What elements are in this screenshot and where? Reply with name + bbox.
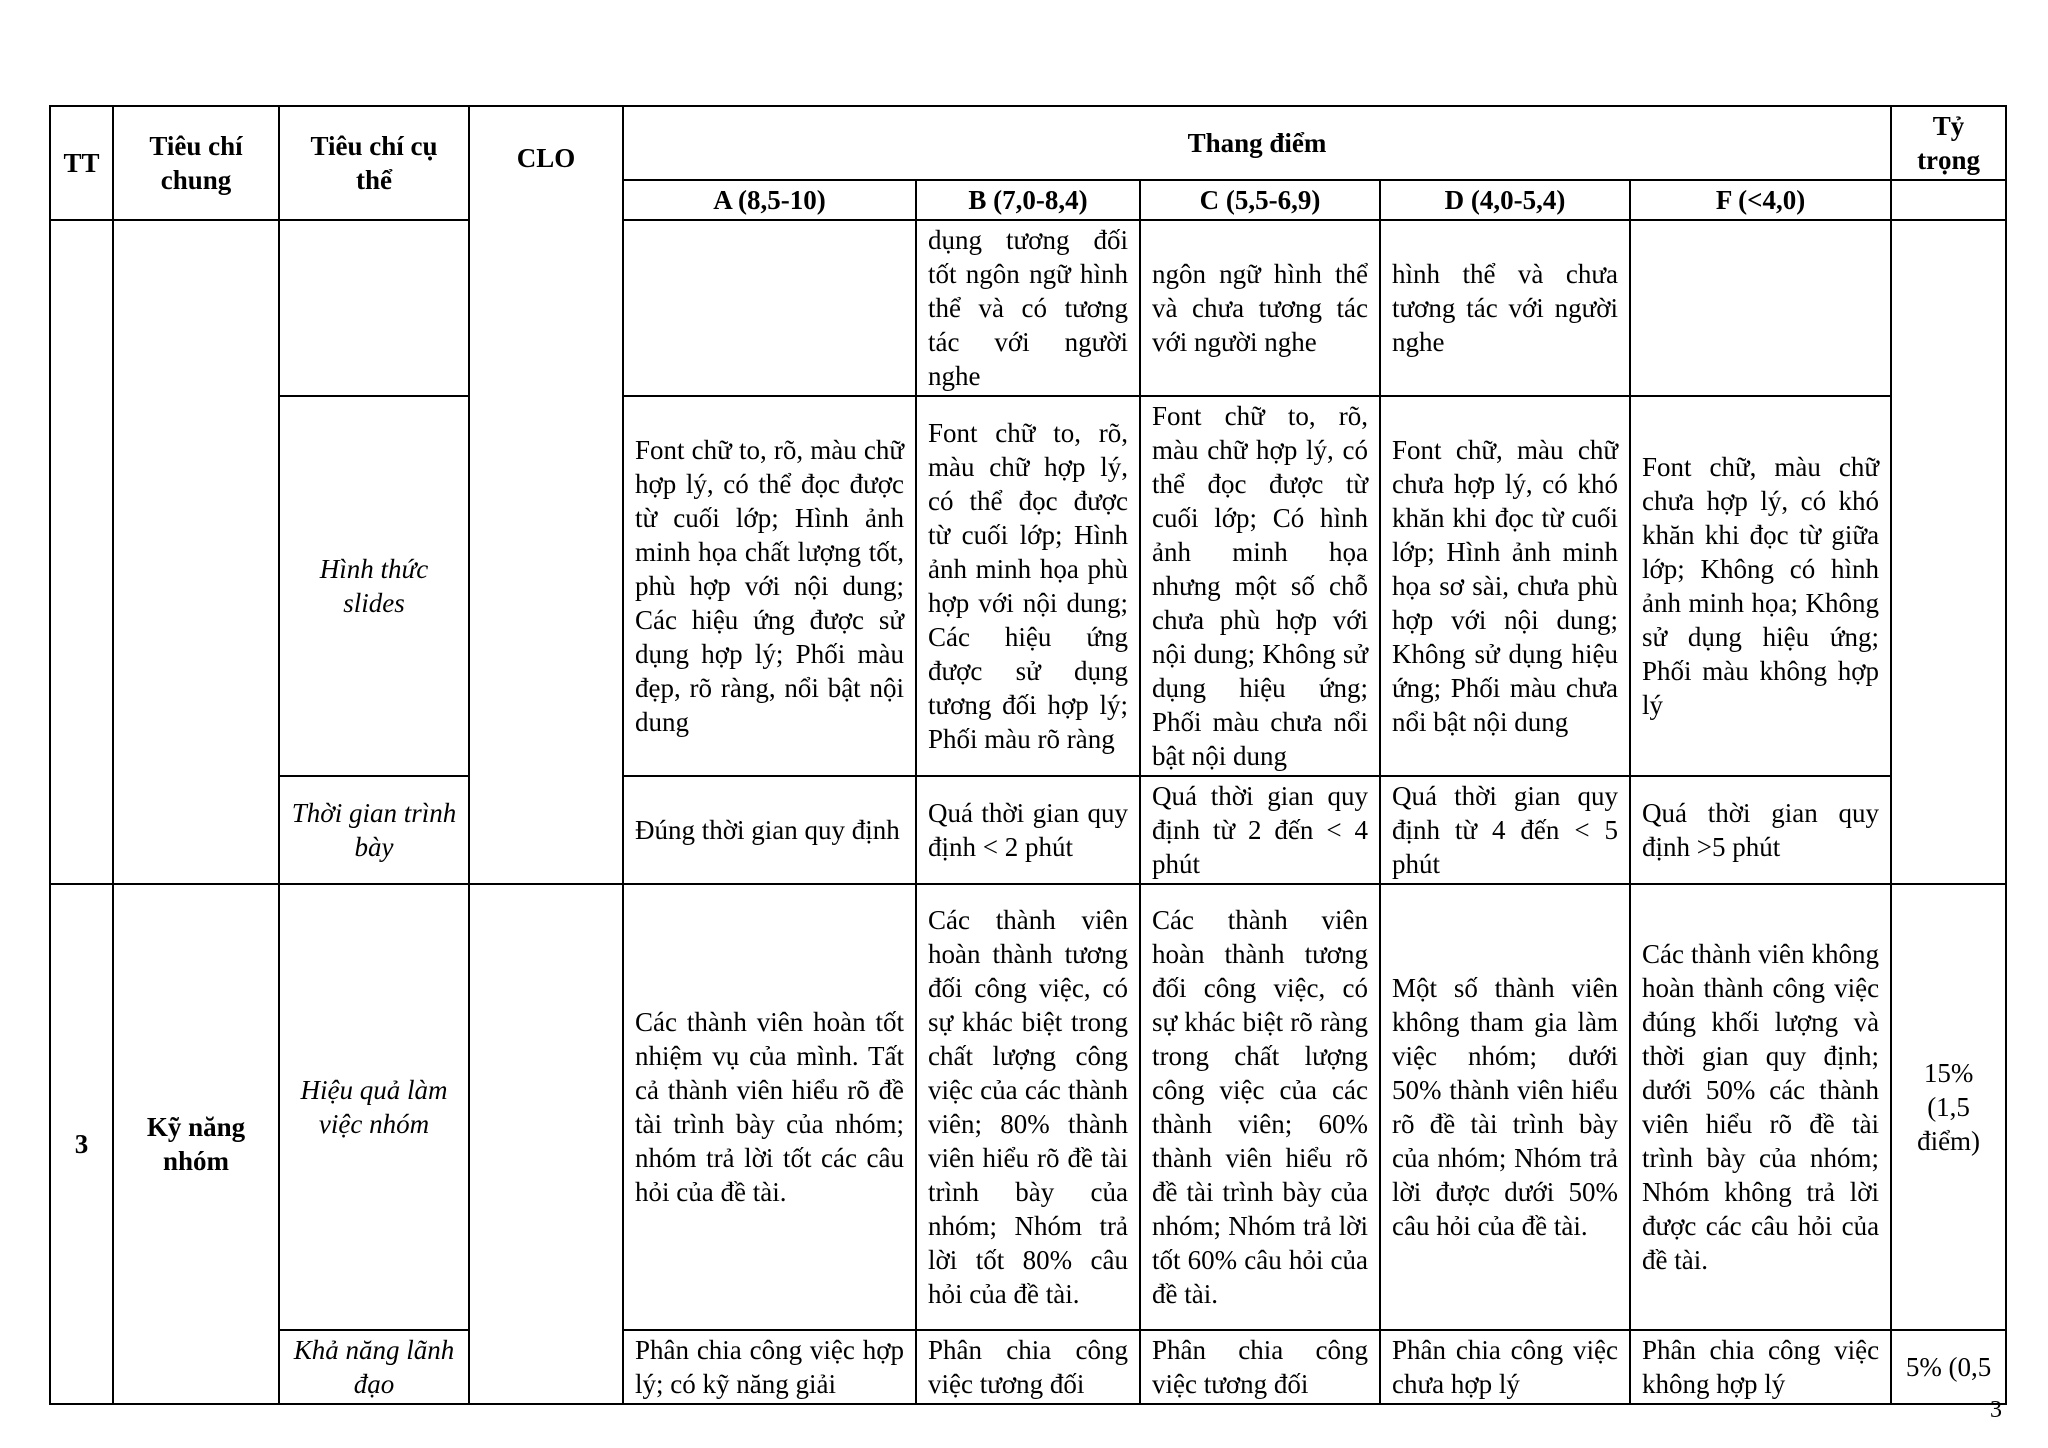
grade-b-cell: Font chữ to, rõ, màu chữ hợp lý, có thể đọc được từ cuối lớp; Hình ảnh minh họa phù hợp với nội dung; Các hiệu ứng được sử dụng tương đối hợp lý; Phối màu rõ ràng bbox=[916, 396, 1140, 776]
specific-criteria-leadership: Khả năng lãnh đạo bbox=[279, 1330, 469, 1404]
grade-c-cell: Quá thời gian quy định từ 2 đến < 4 phút bbox=[1140, 776, 1380, 884]
header-general-criteria: Tiêu chí chung bbox=[113, 106, 279, 220]
grade-a-cell bbox=[623, 220, 916, 396]
specific-criteria-slides: Hình thức slides bbox=[279, 396, 469, 776]
grade-b-cell: Phân chia công việc tương đối bbox=[916, 1330, 1140, 1404]
table-row bbox=[50, 1330, 2006, 1404]
general-criteria-empty bbox=[113, 220, 279, 884]
header-clo: CLO bbox=[469, 106, 623, 884]
grade-c-cell: Font chữ to, rõ, màu chữ hợp lý, có thể đọc được từ cuối lớp; Có hình ảnh minh họa nhưng một số chỗ chưa phù hợp với nội dung; Không sử dụng hiệu ứng; Phối màu chưa nổi bật nội dung bbox=[1140, 396, 1380, 776]
row-number: 3 bbox=[50, 884, 113, 1404]
tt-cell-empty bbox=[50, 220, 113, 884]
specific-criteria-time: Thời gian trình bày bbox=[279, 776, 469, 884]
table-row bbox=[50, 220, 2006, 396]
grade-d-cell: Một số thành viên không tham gia làm việc nhóm; dưới 50% thành viên hiểu rõ đề tài trình bày của nhóm; Nhóm trả lời được dưới 50% câu hỏi của đề tài. bbox=[1380, 884, 1630, 1330]
grade-b-cell: dụng tương đối tốt ngôn ngữ hình thể và có tương tác với người nghe bbox=[916, 220, 1140, 396]
table-row bbox=[50, 884, 2006, 1330]
grade-a-cell: Phân chia công việc hợp lý; có kỹ năng giải bbox=[623, 1330, 916, 1404]
grade-a-header: A (8,5-10) bbox=[623, 180, 916, 220]
specific-criteria-team-efficiency: Hiệu quả làm việc nhóm bbox=[279, 884, 469, 1330]
weight-cell: 5% (0,5 bbox=[1891, 1330, 2006, 1404]
grade-b-header: B (7,0-8,4) bbox=[916, 180, 1140, 220]
grade-c-header: C (5,5-6,9) bbox=[1140, 180, 1380, 220]
page-number: 3 bbox=[1990, 1397, 2002, 1423]
weight-header-empty bbox=[1891, 180, 2006, 220]
weight-cell: 15% (1,5 điểm) bbox=[1891, 884, 2006, 1330]
grade-a-cell: Các thành viên hoàn tốt nhiệm vụ của mình. Tất cả thành viên hiểu rõ đề tài trình bày của nhóm; nhóm trả lời tốt các câu hỏi của đề tài. bbox=[623, 884, 916, 1330]
grade-d-cell: Quá thời gian quy định từ 4 đến < 5 phút bbox=[1380, 776, 1630, 884]
table-row bbox=[50, 396, 2006, 776]
clo-cell-empty bbox=[469, 884, 623, 1404]
table-row bbox=[50, 776, 2006, 884]
grade-a-cell: Đúng thời gian quy định bbox=[623, 776, 916, 884]
header-weight: Tỷ trọng bbox=[1891, 106, 2006, 180]
grade-d-cell: Font chữ, màu chữ chưa hợp lý, có khó khăn khi đọc từ cuối lớp; Hình ảnh minh họa sơ sài, chưa phù hợp với nội dung; Không sử dụng hiệu ứng; Phối màu chưa nổi bật nội dung bbox=[1380, 396, 1630, 776]
grade-f-cell bbox=[1630, 220, 1891, 396]
specific-criteria-empty bbox=[279, 220, 469, 396]
general-criteria-teamwork: Kỹ năng nhóm bbox=[113, 884, 279, 1404]
grade-a-cell: Font chữ to, rõ, màu chữ hợp lý, có thể đọc được từ cuối lớp; Hình ảnh minh họa chất lượng tốt, phù hợp với nội dung; Các hiệu ứng được sử dụng hợp lý; Phối màu đẹp, rõ ràng, nổi bật nội dung bbox=[623, 396, 916, 776]
grade-f-cell: Các thành viên không hoàn thành công việc đúng khối lượng và thời gian quy định; dưới 50% các thành viên hiểu rõ đề tài trình bày của nhóm; Nhóm không trả lời được các câu hỏi của đề tài. bbox=[1630, 884, 1891, 1330]
grade-d-header: D (4,0-5,4) bbox=[1380, 180, 1630, 220]
header-grading-scale: Thang điểm bbox=[623, 106, 1891, 180]
weight-cell-empty bbox=[1891, 220, 2006, 884]
grade-c-cell: Các thành viên hoàn thành tương đối công việc, có sự khác biệt rõ ràng trong chất lượng công việc của các thành viên; 60% thành viên hiểu rõ đề tài trình bày của nhóm; Nhóm trả lời tốt 60% câu hỏi của đề tài. bbox=[1140, 884, 1380, 1330]
grade-f-cell: Quá thời gian quy định >5 phút bbox=[1630, 776, 1891, 884]
grade-d-cell: Phân chia công việc chưa hợp lý bbox=[1380, 1330, 1630, 1404]
grade-b-cell: Quá thời gian quy định < 2 phút bbox=[916, 776, 1140, 884]
header-specific-criteria: Tiêu chí cụ thể bbox=[279, 106, 469, 220]
grade-f-cell: Phân chia công việc không hợp lý bbox=[1630, 1330, 1891, 1404]
header-row bbox=[50, 106, 2006, 180]
header-tt: TT bbox=[50, 106, 113, 220]
grade-d-cell: hình thể và chưa tương tác với người nghe bbox=[1380, 220, 1630, 396]
grade-f-cell: Font chữ, màu chữ chưa hợp lý, có khó khăn khi đọc từ giữa lớp; Không có hình ảnh minh họa; Không sử dụng hiệu ứng; Phối màu không hợp lý bbox=[1630, 396, 1891, 776]
grade-b-cell: Các thành viên hoàn thành tương đối công việc, có sự khác biệt trong chất lượng công việc của các thành viên; 80% thành viên hiểu rõ đề tài trình bày của nhóm; Nhóm trả lời tốt 80% câu hỏi của đề tài. bbox=[916, 884, 1140, 1330]
rubric-table bbox=[49, 105, 2007, 1405]
grade-f-header: F (<4,0) bbox=[1630, 180, 1891, 220]
grade-c-cell: ngôn ngữ hình thể và chưa tương tác với người nghe bbox=[1140, 220, 1380, 396]
grade-c-cell: Phân chia công việc tương đối bbox=[1140, 1330, 1380, 1404]
